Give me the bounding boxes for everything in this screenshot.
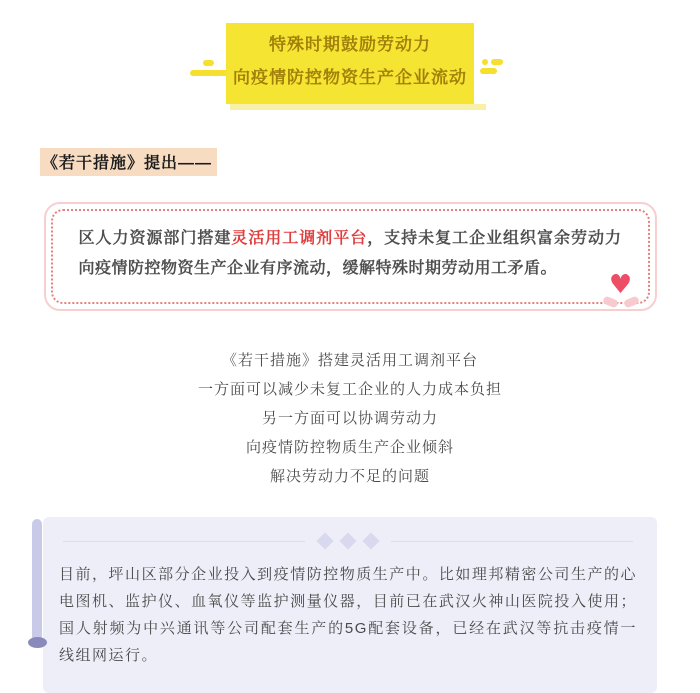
diamond-icon (363, 533, 380, 550)
title-banner (226, 23, 474, 104)
measure-callout-box (44, 202, 657, 311)
summary-section (0, 353, 700, 485)
diamond-icon (340, 533, 357, 550)
news-paragraph: 目前，坪山区部分企业投入到疫情防控物质生产中。比如理邦精密公司生产的心电图机、监护仪、血氧仪等监护测量仪器，目前已在武汉火神山医院投入使用；国人射频为中兴通讯等公司配套生产的5G配套设备，已经在武汉等抗击疫情一线组网运行。 (59, 566, 637, 664)
speed-dash-icon (482, 59, 488, 65)
section-heading: 《若干措施》提出—— (40, 148, 217, 176)
heart-in-hands-icon (603, 270, 639, 307)
heart-icon: ♥ (608, 270, 633, 300)
banner-title-line-1: 特殊时期鼓励劳动力 (269, 35, 431, 54)
speed-dash-icon (203, 60, 214, 66)
measure-text-highlight: 灵活用工调剂平台 (231, 230, 368, 247)
section-heading-row (40, 148, 700, 176)
diamond-icon (317, 533, 334, 550)
summary-line: 向疫情防控物质生产企业倾斜 (245, 439, 454, 456)
speed-dash-icon (491, 59, 503, 65)
news-section (43, 517, 657, 693)
summary-line: 一方面可以减少未复工企业的人力成本负担 (197, 381, 502, 398)
divider-line (63, 541, 305, 542)
quote-bar-dot-icon (28, 637, 47, 648)
banner-title-line-2: 向疫情防控物资生产企业流动 (233, 68, 467, 87)
divider-line (391, 541, 633, 542)
summary-line: 另一方面可以协调劳动力 (261, 410, 438, 427)
measure-text-suffix: ，支持未复工企业组织富余劳动力向疫情防控物资生产企业有序流动，缓解特殊时期劳动用工矛盾。 (78, 230, 622, 277)
diamond-icons (319, 535, 377, 547)
diamond-divider (63, 535, 633, 547)
summary-line: 《若干措施》搭建灵活用工调剂平台 (221, 352, 478, 369)
measure-callout-text (51, 209, 650, 304)
banner-section (0, 0, 700, 118)
news-box (43, 517, 657, 693)
quote-bar-icon (32, 519, 42, 641)
summary-line: 解决劳动力不足的问题 (269, 468, 430, 485)
speed-dash-icon (480, 68, 497, 74)
measure-text-prefix: 区人力资源部门搭建 (78, 230, 232, 247)
